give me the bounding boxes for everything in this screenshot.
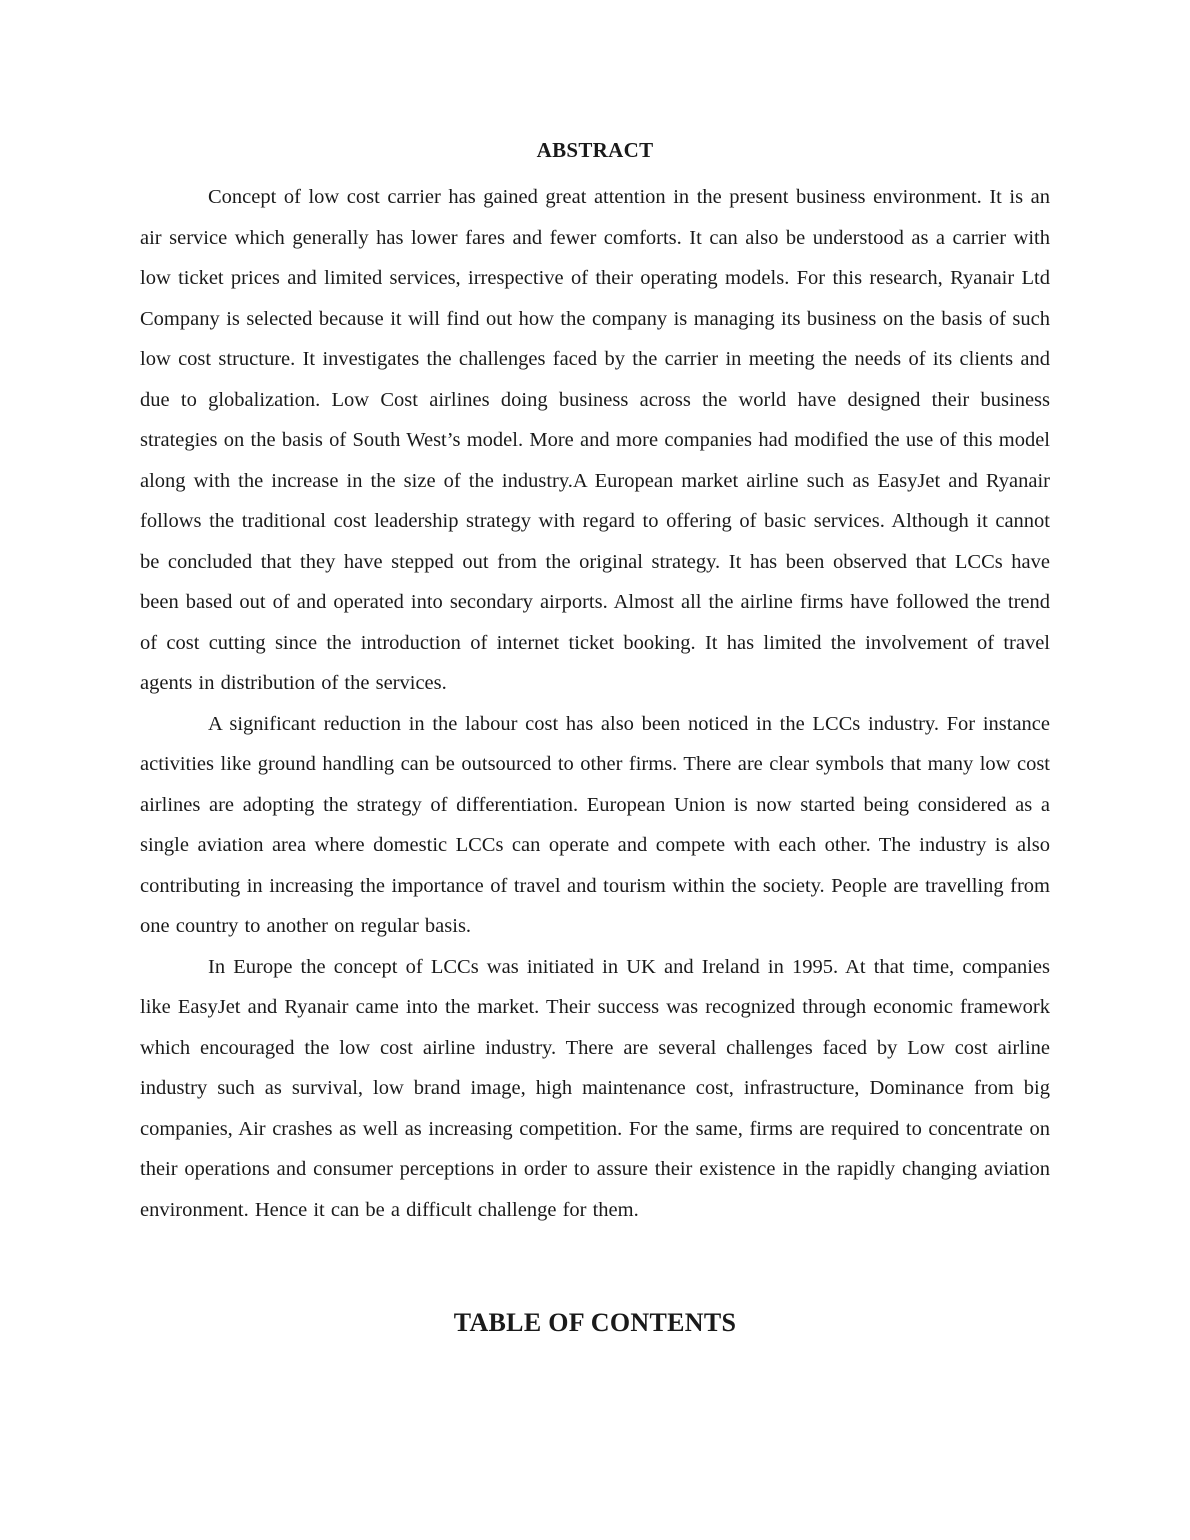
page-title: ABSTRACT bbox=[536, 138, 654, 162]
paragraph: Concept of low cost carrier has gained great attention in the present business environment. It is an air service which generally has lower fares and fewer comforts. It can also be understood as a carrier with low ticket prices and limited services, irrespective of their operating models. For this research, Ryanair Ltd Company is selected because it will find out how the company is managing its business on the basis of such low cost structure. It investigates the challenges faced by the carrier in meeting the needs of its clients and due to globalization. Low Cost airlines doing business across the world have designed their business strategies on the basis of South West’s model. More and more companies had modified the use of this model along with the increase in the size of the industry.A European market airline such as EasyJet and Ryanair follows the traditional cost leadership strategy with regard to offering of basic services. Although it cannot be concluded that they have stepped out from the original strategy. It has been observed that LCCs have been based out of and operated into secondary airports. Almost all the airline firms have followed the trend of cost cutting since the introduction of internet ticket booking. It has limited the involvement of travel agents in distribution of the services. bbox=[140, 186, 1050, 694]
toc-heading: TABLE OF CONTENTS bbox=[453, 1308, 737, 1337]
document-body bbox=[140, 177, 1050, 1230]
paragraph: A significant reduction in the labour cost has also been noticed in the LCCs industry. For instance activities like ground handling can be outsourced to other firms. There are clear symbols that many low cost airlines are adopting the strategy of differentiation. European Union is now started being considered as a single aviation area where domestic LCCs can operate and compete with each other. The industry is also contributing in increasing the importance of travel and tourism within the society. People are travelling from one country to another on regular basis. bbox=[140, 712, 1050, 937]
paragraph: In Europe the concept of LCCs was initiated in UK and Ireland in 1995. At that time, companies like EasyJet and Ryanair came into the market. Their success was recognized through economic framework which encouraged the low cost airline industry. There are several challenges faced by Low cost airline industry such as survival, low brand image, high maintenance cost, infrastructure, Dominance from big companies, Air crashes as well as increasing competition. For the same, firms are required to concentrate on their operations and consumer perceptions in order to assure their existence in the rapidly changing aviation environment. Hence it can be a difficult challenge for them. bbox=[140, 955, 1050, 1221]
